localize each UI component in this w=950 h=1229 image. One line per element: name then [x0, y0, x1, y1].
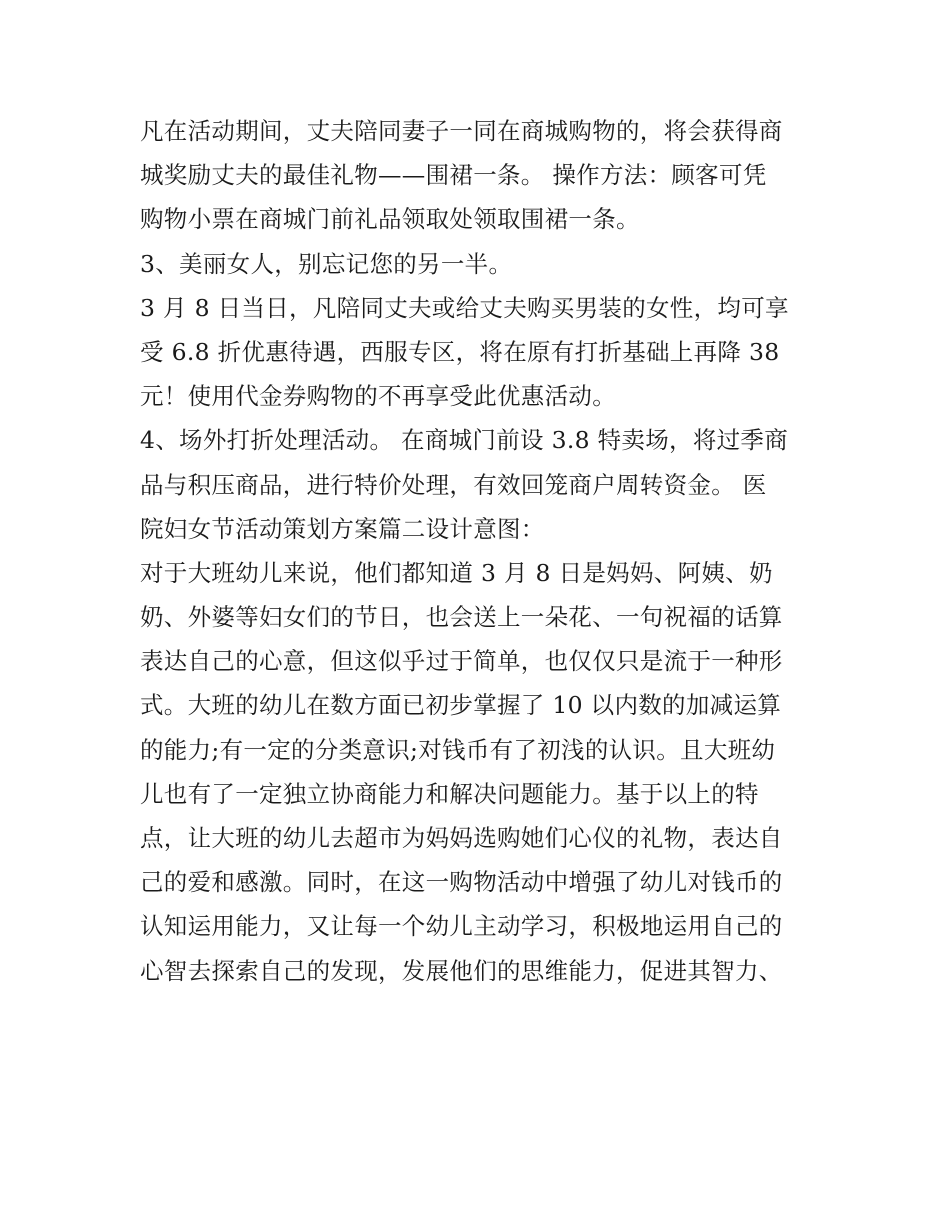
document-body	[140, 109, 820, 993]
text-line: 的能力;有一定的分类意识;对钱币有了初浅的认识。且大班幼	[140, 735, 776, 764]
text-line: 点，让大班的幼儿去超市为妈妈选购她们心仪的礼物，表达自	[140, 824, 783, 852]
text-line: 受 6.8 折优惠待遇，西服专区，将在原有打折基础上再降 38	[140, 337, 780, 366]
text-line: 城奖励丈夫的最佳礼物——围裙一条。 操作方法：顾客可凭	[140, 161, 767, 190]
text-line: 心智去探索自己的发现，发展他们的思维能力，促进其智力、	[140, 956, 783, 985]
text-line: 表达自己的心意，但这似乎过于简单，也仅仅只是流于一种形	[140, 647, 783, 676]
text-line: 凡在活动期间，丈夫陪同妻子一同在商城购物的，将会获得商	[140, 117, 783, 145]
text-line: 己的爱和感激。同时，在这一购物活动中增强了幼儿对钱币的	[140, 868, 783, 897]
text-line: 购物小票在商城门前礼品领取处领取围裙一条。	[140, 205, 640, 234]
text-line: 对于大班幼儿来说，他们都知道 3 月 8 日是妈妈、阿姨、奶	[140, 558, 773, 587]
text-line: 式。大班的幼儿在数方面已初步掌握了 10 以内数的加减运算	[140, 691, 782, 720]
text-line: 院妇女节活动策划方案篇二设计意图：	[140, 514, 545, 543]
text-line: 元！使用代金券购物的不再享受此优惠活动。	[140, 382, 616, 411]
text-line: 认知运用能力，又让每一个幼儿主动学习，积极地运用自己的	[140, 912, 783, 941]
section-heading: 3、美丽女人，别忘记您的另一半。	[140, 249, 513, 278]
text-line: 儿也有了一定独立协商能力和解决问题能力。基于以上的特	[140, 779, 759, 808]
text-line: 奶、外婆等妇女们的节日，也会送上一朵花、一句祝福的话算	[140, 603, 783, 632]
text-line: 4、场外打折处理活动。 在商城门前设 3.8 特卖场，将过季商	[140, 426, 789, 455]
text-line: 3 月 8 日当日，凡陪同丈夫或给丈夫购买男装的女性，均可享	[140, 293, 789, 322]
text-line: 品与积压商品，进行特价处理，有效回笼商户周转资金。 医	[140, 470, 767, 499]
